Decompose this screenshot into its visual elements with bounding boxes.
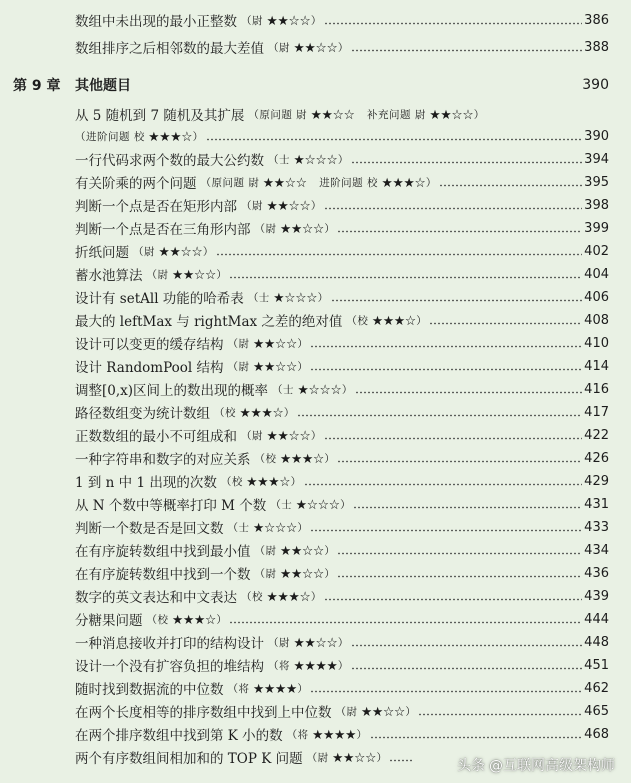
toc-entry-difficulty: （原问题 尉 ★★☆☆ [248,108,356,121]
toc-entry-title: 从 5 随机到 7 随机及其扩展 [75,108,245,124]
toc-entry-title: 设计有 setAll 功能的哈希表 [75,291,244,307]
toc-entry-difficulty: （士 ★☆☆☆） [247,291,329,304]
toc-entry[interactable] [75,401,609,423]
toc-entry-difficulty: （尉 ★★☆☆） [254,567,336,580]
dot-leader [370,733,583,741]
dot-leader [324,434,582,442]
toc-entry-page: 422 [584,427,609,443]
toc-entry-title: 正数数组的最小不可组成和 [75,429,237,445]
toc-entry-difficulty: （尉 ★★☆☆） [254,222,336,235]
toc-entry-difficulty: （尉 ★★☆☆） [335,705,417,718]
toc-entry[interactable] [75,516,609,538]
toc-entry[interactable] [75,125,609,147]
dot-leader [355,388,582,396]
toc-entry-difficulty: （尉 ★★☆☆） [227,360,309,373]
toc-entry[interactable] [75,332,609,354]
toc-entry-title: 判断一个点是否在矩形内部 [75,199,237,215]
toc-entry-page: 417 [584,404,609,420]
dot-leader [418,710,582,718]
dot-leader [351,641,582,649]
toc-entry-page: 394 [584,151,609,167]
dot-leader [337,227,582,235]
watermark [457,753,615,777]
dot-leader [206,135,582,143]
toc-entry[interactable] [75,309,609,331]
toc-entry-title: 一种字符串和数字的对应关系 [75,452,251,468]
dot-leader [351,46,582,54]
dot-leader [337,572,582,580]
toc-entry-difficulty: （士 ★☆☆☆） [227,521,309,534]
toc-entry-title: 设计 RandomPool 结构 [75,360,224,376]
chapter-page: 390 [582,77,609,93]
toc-entry-difficulty: （尉 ★★☆☆） [241,429,322,442]
dot-leader [389,756,414,764]
toc-entry-difficulty-extra: 补充问题 尉 ★★☆☆） [367,108,485,121]
dot-leader [324,595,582,603]
toc-entry-difficulty: （将 ★★★★） [227,682,309,695]
dot-leader [310,342,582,350]
toc-entry-title: 在两个长度相等的排序数组中找到上中位数 [75,705,332,721]
toc-entry-difficulty: （尉 ★★☆☆） [268,41,349,54]
toc-entry-page: 388 [584,39,609,55]
chapter-number: 第 9 章 [13,78,61,94]
toc-entry-title: 1 到 n 中 1 出现的次数 [75,475,217,491]
toc-entry-page: 448 [584,634,609,650]
toc-entry-title: 有关阶乘的两个问题 [75,176,197,192]
toc-entry[interactable] [75,746,416,768]
toc-entry-title: 判断一个点是否在三角形内部 [75,222,251,238]
toc-entry[interactable] [75,286,609,308]
toc-entry-page: 416 [584,381,609,397]
toc-entry-page: 390 [584,128,609,144]
toc-entry-difficulty: （校 ★★★☆） [214,406,295,419]
toc-entry-page: 431 [584,496,609,512]
watermark-handle: @互联网高级架构师 [489,758,615,774]
toc-entry-page: 386 [584,12,609,28]
toc-entry-page: 444 [584,611,609,627]
toc-entry-difficulty: （尉 ★★☆☆） [133,245,214,258]
dot-leader [439,181,582,189]
toc-entry-difficulty: （尉 ★★☆☆） [241,199,322,212]
toc-entry[interactable] [75,470,609,492]
toc-entry[interactable] [75,148,609,170]
toc-entry-difficulty: （校 ★★★☆） [146,613,228,626]
toc-entry-difficulty: （尉 ★★☆☆） [146,268,228,281]
toc-entry[interactable] [75,103,609,125]
toc-entry-title: 在有序旋转数组中找到最小值 [75,544,251,560]
toc-entry-title: 判断一个数是否是回文数 [75,521,224,537]
toc-entry-difficulty: （尉 ★★☆☆） [227,337,309,350]
toc-entry[interactable] [75,263,609,285]
dot-leader [310,687,582,695]
toc-entry-difficulty: （原问题 尉 ★★☆☆ [200,176,308,189]
dot-leader [351,664,582,672]
dot-leader [324,204,582,212]
toc-entry-page: 398 [584,197,609,213]
toc-entry[interactable] [75,424,609,446]
dot-leader [331,296,583,304]
toc-entry[interactable] [75,171,609,193]
toc-entry-difficulty: （进阶问题 校 ★★★☆） [75,130,204,143]
toc-entry-difficulty-extra: 进阶问题 校 ★★★☆） [319,176,437,189]
toc-entry-title: 路径数组变为统计数组 [75,406,210,422]
toc-entry-page: 399 [584,220,609,236]
toc-entry-page: 414 [584,358,609,374]
toc-entry[interactable] [75,355,609,377]
toc-entry-page: 451 [584,657,609,673]
chapter-heading[interactable] [13,73,609,97]
toc-entry-title: 蓄水池算法 [75,268,143,284]
dot-leader [429,319,582,327]
dot-leader [324,19,582,27]
dot-leader [337,457,582,465]
toc-entry-title: 调整[0,x)区间上的数出现的概率 [75,383,269,399]
toc-entry-difficulty: （尉 ★★☆☆） [254,544,336,557]
toc-entry[interactable] [75,447,609,469]
toc-entry[interactable] [75,493,609,515]
toc-entry-page: 410 [584,335,609,351]
toc-entry-difficulty: （校 ★★★☆） [346,314,428,327]
dot-leader [337,549,582,557]
toc-entry-page: 408 [584,312,609,328]
toc-entry[interactable] [75,378,609,400]
toc-entry[interactable] [75,9,609,31]
toc-entry-page: 395 [584,174,609,190]
toc-entry[interactable] [75,654,609,676]
dot-leader [216,250,582,258]
toc-entry-title: 从 N 个数中等概率打印 M 个数 [75,498,267,514]
toc-entry[interactable] [75,36,609,58]
toc-entry-title: 数组排序之后相邻数的最大差值 [75,41,264,57]
toc-entry-difficulty: （尉 ★★☆☆） [306,751,388,764]
toc-entry-page: 465 [584,703,609,719]
toc-entry-title: 分糖果问题 [75,613,143,629]
toc-entry[interactable] [75,677,609,699]
toc-entry-difficulty: （士 ★☆☆☆） [270,498,352,511]
toc-entry-page: 434 [584,542,609,558]
chapter-title: 其他题目 [75,78,131,94]
toc-entry-difficulty: （尉 ★★☆☆） [268,636,349,649]
dot-leader [229,273,582,281]
toc-entry-difficulty: （士 ★☆☆☆） [272,383,353,396]
toc-entry-title: 最大的 leftMax 与 rightMax 之差的绝对值 [75,314,343,330]
dot-leader [310,365,582,373]
toc-entry[interactable] [75,194,609,216]
toc-entry-page: 426 [584,450,609,466]
toc-entry-page: 406 [584,289,609,305]
toc-entry-title: 在两个排序数组中找到第 K 小的数 [75,728,283,744]
toc-entry-title: 折纸问题 [75,245,129,261]
toc-entry-title: 两个有序数组间相加和的 TOP K 问题 [75,751,303,767]
toc-entry-title: 一种消息接收并打印的结构设计 [75,636,264,652]
toc-entry[interactable] [75,562,609,584]
toc-entry-title: 数字的英文表达和中文表达 [75,590,237,606]
toc-entry-difficulty: （尉 ★★☆☆） [241,14,322,27]
dot-leader [353,503,582,511]
toc-entry-difficulty: （校 ★★★☆） [254,452,336,465]
toc-entry[interactable] [75,217,609,239]
toc-entry-page: 433 [584,519,609,535]
dot-leader [297,411,582,419]
toc-entry-difficulty: （将 ★★★★） [286,728,368,741]
dot-leader [304,480,582,488]
dot-leader [229,618,582,626]
toc-entry-page: 402 [584,243,609,259]
toc-entry-title: 数组中未出现的最小正整数 [75,14,237,30]
toc-entry-page: 439 [584,588,609,604]
toc-entry-title: 设计可以变更的缓存结构 [75,337,224,353]
toc-entry[interactable] [75,700,609,722]
toc-entry-difficulty: （将 ★★★★） [268,659,349,672]
toc-entry-title: 一行代码求两个数的最大公约数 [75,153,264,169]
toc-entry-title: 随时找到数据流的中位数 [75,682,224,698]
dot-leader [310,526,582,534]
toc-entry-title: 设计一个没有扩容负担的堆结构 [75,659,264,675]
toc-entry-title: 在有序旋转数组中找到一个数 [75,567,251,583]
toc-entry-page: 462 [584,680,609,696]
dot-leader [351,158,582,166]
toc-entry-page: 468 [584,726,609,742]
toc-entry[interactable] [75,240,609,262]
toc-entry[interactable] [75,723,609,745]
toc-entry[interactable] [75,539,609,561]
toc-entry-page: 404 [584,266,609,282]
toc-entry-page: 436 [584,565,609,581]
toc-entry[interactable] [75,608,609,630]
toc-entry-difficulty: （校 ★★★☆） [220,475,302,488]
toc-entry[interactable] [75,585,609,607]
toc-entry[interactable] [75,631,609,653]
watermark-prefix: 头条 [457,758,485,774]
toc-entry-difficulty: （士 ★☆☆☆） [268,153,349,166]
toc-entry-difficulty: （校 ★★★☆） [241,590,322,603]
toc-entry-page: 429 [584,473,609,489]
